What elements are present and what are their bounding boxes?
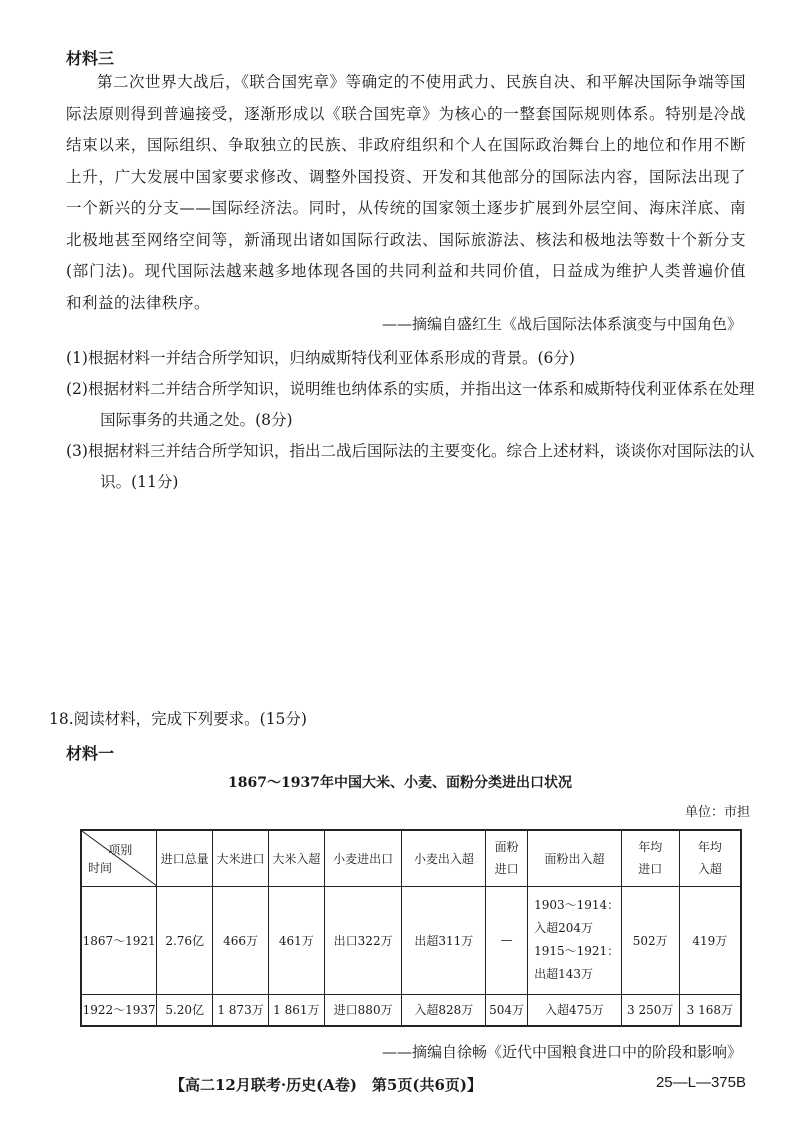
table-cell: 502万 xyxy=(621,886,679,994)
footer-code: 25—L—375B xyxy=(655,1074,746,1091)
question-1: (1)根据材料一并结合所学知识，归纳威斯特伐利亚体系形成的背景。(6分) xyxy=(66,349,575,367)
table-header-cell: 面粉出入超 xyxy=(528,830,622,886)
question-2: (2)根据材料二并结合所学知识，说明维也纳体系的实质，并指出这一体系和威斯特伐利亚体系在处理国际事务的共通之处。(8分) xyxy=(66,380,755,429)
table-title: 1867～1937年中国大米、小麦、面粉分类进出口状况 xyxy=(228,775,572,791)
table-cell: 入超475万 xyxy=(528,994,622,1026)
table-cell: 1 861万 xyxy=(268,994,324,1026)
material3-source: ——摘编自盛红生《战后国际法体系演变与中国角色》 xyxy=(381,315,742,333)
table-cell: 入超828万 xyxy=(402,994,486,1026)
row-period: 1922～1937 xyxy=(81,994,157,1026)
table-cell: 461万 xyxy=(268,886,324,994)
table-header-cell: 年均 入超 xyxy=(679,830,741,886)
table-cell: 出口322万 xyxy=(324,886,402,994)
row-period: 1867～1921 xyxy=(81,886,157,994)
table-unit: 单位：市担 xyxy=(684,805,750,820)
table-cell: 504万 xyxy=(486,994,528,1026)
question-list xyxy=(66,343,756,498)
table-cell: 2.76亿 xyxy=(157,886,213,994)
table-header-row xyxy=(81,830,741,886)
table-header-cell: 大米入超 xyxy=(268,830,324,886)
question-3: (3)根据材料三并结合所学知识，指出二战后国际法的主要变化。综合上述材料，谈谈你对国际法的认识。(11分) xyxy=(66,442,755,491)
table-cell: 出超311万 xyxy=(402,886,486,994)
material3-heading: 材料三 xyxy=(66,49,115,68)
question-18-prompt: 18.阅读材料，完成下列要求。(15分) xyxy=(49,710,307,728)
material3-paragraph: 第二次世界大战后，《联合国宪章》等确定的不使用武力、民族自决、和平解决国际争端等国际法原则得到普遍接受，逐渐形成以《联合国宪章》为核心的一整套国际规则体系。特别是冷战结束以来，国际组织、争取独立的民族、非政府组织和个人在国际政治舞台上的地位和作用不断上升，广大发展中国家要求修改、调整外国投资、开发和其他部分的国际法内容，国际法出现了一个新兴的分支——国际经济法。同时，从传统的国家领土逐步扩展到外层空间、海床洋底、南北极地甚至网络空间等，新涌现出诸如国际行政法、国际旅游法、核法和极地法等数十个新分支(部门法)。现代国际法越来越多地体现各国的共同利益和共同价值，日益成为维护人类普遍价值和利益的法律秩序。 xyxy=(66,73,746,312)
table-header-cell: 小麦进出口 xyxy=(324,830,402,886)
table-cell: 5.20亿 xyxy=(157,994,213,1026)
table-cell: 3 250万 xyxy=(621,994,679,1026)
table-source: ——摘编自徐畅《近代中国粮食进口中的阶段和影响》 xyxy=(381,1043,742,1061)
table-corner-cell xyxy=(81,830,157,886)
grain-trade-table xyxy=(80,829,742,1027)
material1-heading: 材料一 xyxy=(66,744,115,763)
table-row xyxy=(81,994,741,1026)
table-cell: 1903～1914： 入超204万 1915～1921： 出超143万 xyxy=(528,886,622,994)
table-cell: 1 873万 xyxy=(213,994,269,1026)
corner-bottom-label: 时间 xyxy=(88,860,113,875)
table-header-cell: 面粉 进口 xyxy=(486,830,528,886)
table-cell: 进口880万 xyxy=(324,994,402,1026)
table-header-cell: 小麦出入超 xyxy=(402,830,486,886)
table-header-cell: 年均 进口 xyxy=(621,830,679,886)
table-cell: 419万 xyxy=(679,886,741,994)
footer-title: 【高二12月联考·历史(A卷) 第5页(共6页)】 xyxy=(170,1076,482,1094)
table-cell: 3 168万 xyxy=(679,994,741,1026)
table-cell: — xyxy=(486,886,528,994)
table-header-cell: 进口总量 xyxy=(157,830,213,886)
table-cell: 466万 xyxy=(213,886,269,994)
corner-top-label: 项别 xyxy=(108,843,133,857)
table-header-cell: 大米进口 xyxy=(213,830,269,886)
table-row xyxy=(81,886,741,994)
